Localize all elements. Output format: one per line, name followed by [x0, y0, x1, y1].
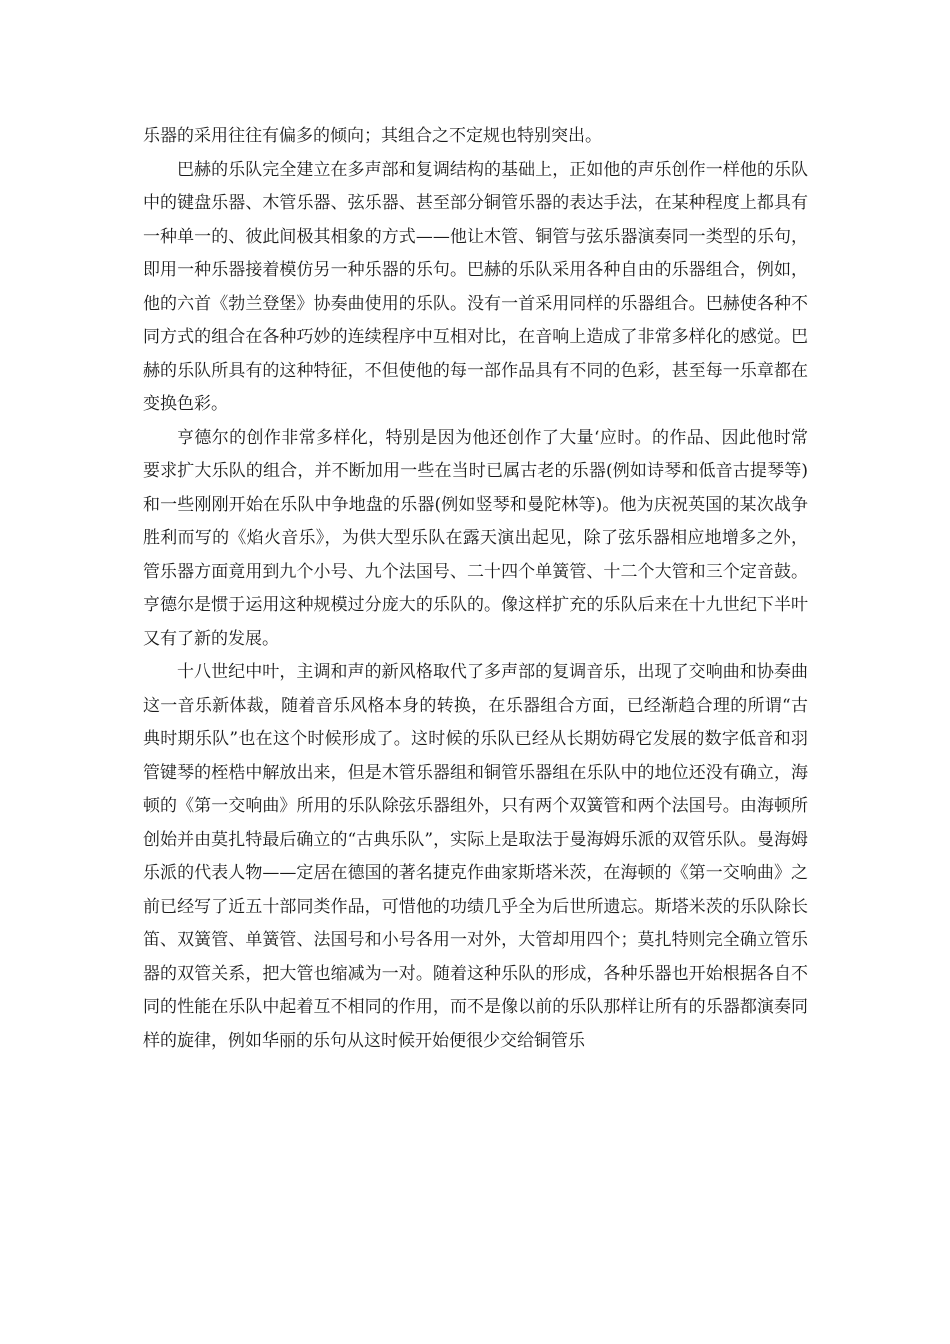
paragraph-bach-orchestra: 巴赫的乐队完全建立在多声部和复调结构的基础上，正如他的声乐创作一样他的乐队中的键盘乐器、木管乐器、弦乐器、甚至部分铜管乐器的表达手法，在某种程度上都具有一种单一的、彼此间极其相象的方式——他让木管、铜管与弦乐器演奏同一类型的乐句，即用一种乐器接着模仿另一种乐器的乐句。巴赫的乐队采用各种自由的乐器组合，例如，他的六首《勃兰登堡》协奏曲使用的乐队。没有一首采用同样的乐器组合。巴赫使各种不同方式的组合在各种巧妙的连续程序中互相对比，在音响上造成了非常多样化的感觉。巴赫的乐队所具有的这种特征，不但使他的每一部作品具有不同的色彩，甚至每一乐章都在变换色彩。 [143, 159, 808, 414]
paragraph-continuation: 乐器的采用往往有偏多的倾向；其组合之不定规也特别突出。 [143, 126, 602, 146]
paragraph-handel-orchestra: 亨德尔的创作非常多样化，特别是因为他还创作了大量‘应时。的作品、因此他时常要求扩大乐队的组合，并不断加用一些在当时已属古老的乐器(例如诗琴和低音古提琴等)和一些刚刚开始在乐队中争地盘的乐器(例如竖琴和曼陀林等)。他为庆祝英国的某次战争胜利而写的《焰火音乐》，为供大型乐队在露天演出起见，除了弦乐器相应地增多之外，管乐器方面竟用到九个小号、九个法国号、二十四个单簧管、十二个大管和三个定音鼓。亨德尔是惯于运用这种规模过分庞大的乐队的。像这样扩充的乐队后来在十九世纪下半叶又有了新的发展。 [143, 427, 808, 649]
body-text [143, 120, 808, 1058]
paragraph-classical-orchestra: 十八世纪中叶，主调和声的新风格取代了多声部的复调音乐，出现了交响曲和协奏曲这一音乐新体裁，随着音乐风格本身的转换，在乐器组合方面，已经渐趋合理的所谓“古典时期乐队”也在这个时候形成了。这时候的乐队已经从长期妨碍它发展的数字低音和羽管键琴的桎梏中解放出来，但是木管乐器组和铜管乐器组在乐队中的地位还没有确立，海顿的《第一交响曲》所用的乐队除弦乐器组外，只有两个双簧管和两个法国号。由海顿所创始并由莫扎特最后确立的“古典乐队”，实际上是取法于曼海姆乐派的双管乐队。曼海姆乐派的代表人物——定居在德国的著名捷克作曲家斯塔米茨，在海顿的《第一交响曲》之前已经写了近五十部同类作品，可惜他的功绩几乎全为后世所遗忘。斯塔米茨的乐队除长笛、双簧管、单簧管、法国号和小号各用一对外，大管却用四个；莫扎特则完全确立管乐器的双管关系，把大管也缩减为一对。随着这种乐队的形成，各种乐器也开始根据各自不同的性能在乐队中起着互不相同的作用，而不是像以前的乐队那样让所有的乐器都演奏同样的旋律，例如华丽的乐句从这时候开始便很少交给铜管乐 [143, 662, 808, 1051]
